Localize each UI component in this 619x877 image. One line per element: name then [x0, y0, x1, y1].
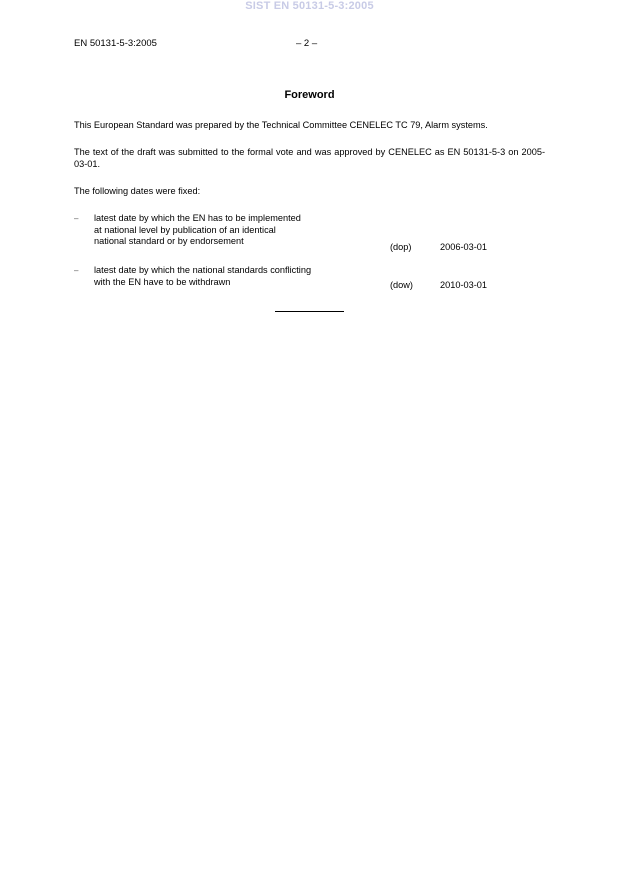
section-title: Foreword — [284, 89, 335, 101]
paragraph-committee: This European Standard was prepared by the Technical Committee CENELEC TC 79, Alarm systems. — [74, 120, 488, 130]
end-rule-divider — [275, 311, 344, 312]
page-header — [74, 38, 545, 52]
page-number: – 2 – — [296, 38, 318, 49]
date-abbreviation: (dow) — [390, 279, 413, 290]
date-item-dow — [74, 265, 545, 291]
watermark: SIST EN 50131-5-3:2005 — [245, 0, 374, 12]
document-id: EN 50131-5-3:2005 — [74, 38, 157, 49]
bullet-dash: – — [74, 214, 79, 223]
paragraph-dates-intro: The following dates were fixed: — [74, 186, 201, 196]
paragraph-approval: The text of the draft was submitted to the formal vote and was approved by CENELEC as EN 50131-5-3 on 2005-03-01. — [74, 147, 545, 169]
date-description: latest date by which the national standards conflicting with the EN have to be withdrawn — [94, 265, 312, 287]
date-item-dop — [74, 213, 545, 253]
date-abbreviation: (dop) — [390, 241, 412, 252]
bullet-dash: – — [74, 266, 79, 275]
date-value: 2006-03-01 — [440, 241, 487, 252]
date-description: latest date by which the EN has to be implemented at national level by publication of an identical national standard or by endorsement — [94, 213, 301, 246]
date-value: 2010-03-01 — [440, 279, 487, 290]
